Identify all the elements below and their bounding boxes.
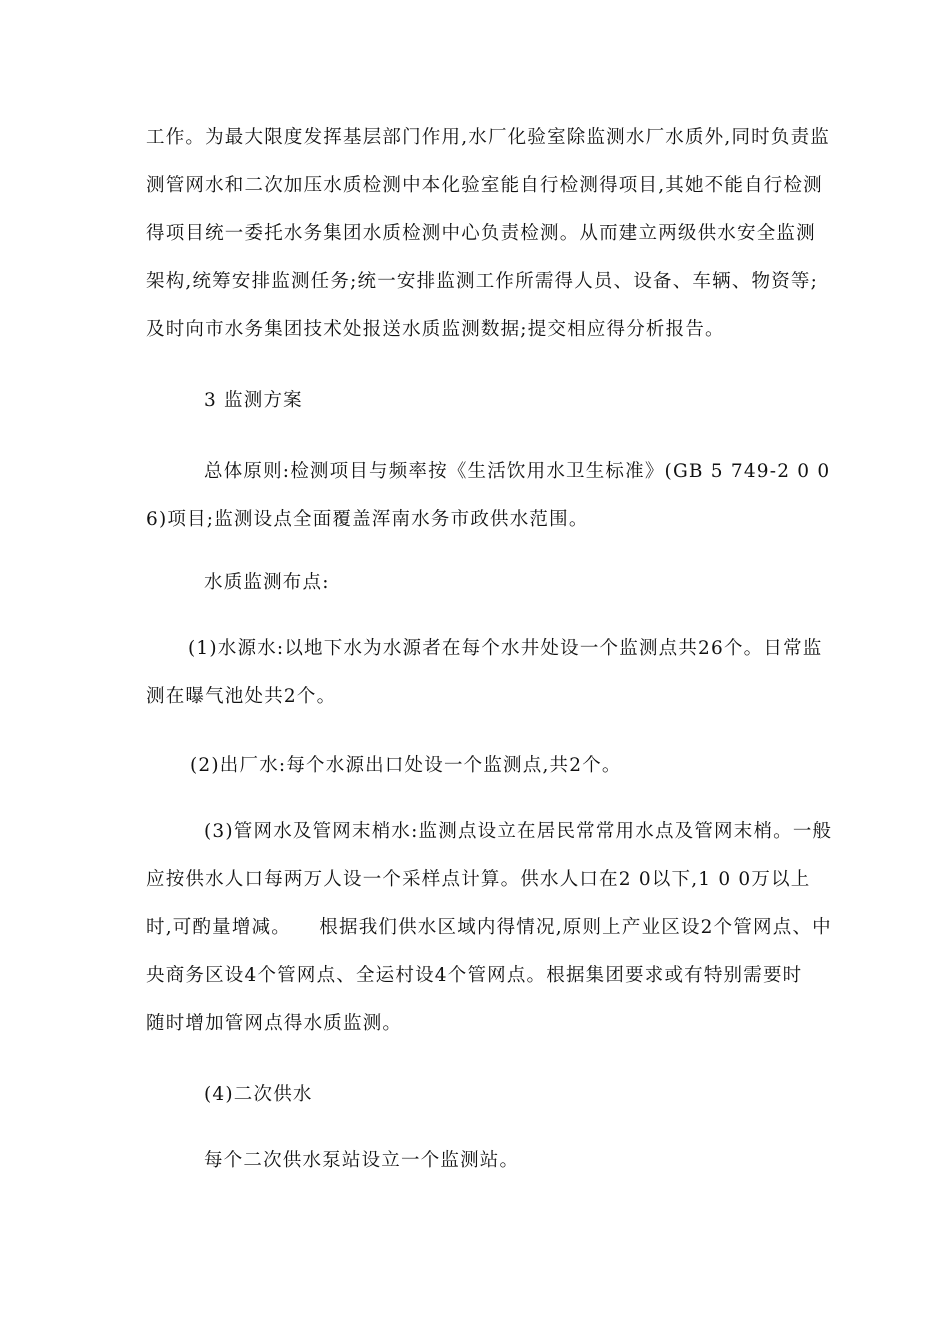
text-line: 时,可酌量增减。 根据我们供水区域内得情况,原则上产业区设2个管网点、中 (146, 917, 832, 938)
text-line: 架构,统筹安排监测任务;统一安排监测工作所需得人员、设备、车辆、物资等; (146, 271, 819, 292)
text-line: 工作。为最大限度发挥基层部门作用,水厂化验室除监测水厂水质外,同时负责监 (146, 127, 830, 148)
text-line: (1)水源水:以地下水为水源者在每个水井处设一个监测点共26个。日常监 (188, 638, 823, 659)
paragraph-secondary-supply-heading (204, 1071, 313, 1119)
text-line: 6)项目;监测设点全面覆盖浑南水务市政供水范围。 (146, 509, 589, 530)
text-line: (4)二次供水 (204, 1084, 313, 1105)
paragraph-outlet-water (190, 742, 622, 790)
paragraph-source-water (146, 625, 822, 721)
heading-text: 3 监测方案 (204, 390, 303, 411)
text-line: 测在曝气池处共2个。 (146, 686, 337, 707)
paragraph-responsibilities (146, 114, 830, 354)
text-line: 得项目统一委托水务集团水质检测中心负责检测。从而建立两级供水安全监测 (146, 223, 816, 244)
text-line: 及时向市水务集团技术处报送水质监测数据;提交相应得分析报告。 (146, 319, 725, 340)
text-line: 水质监测布点: (204, 572, 330, 593)
text-line: (2)出厂水:每个水源出口处设一个监测点,共2个。 (190, 755, 622, 776)
text-line: 每个二次供水泵站设立一个监测站。 (204, 1150, 520, 1171)
paragraph-sampling-points-heading (204, 559, 330, 607)
text-line: 总体原则:检测项目与频率按《生活饮用水卫生标准》(GB 5 749-2 0 0 (204, 461, 831, 482)
text-line: (3)管网水及管网末梢水:监测点设立在居民常常用水点及管网末梢。一般 (204, 821, 833, 842)
text-line: 应按供水人口每两万人设一个采样点计算。供水人口在2 0以下,1 0 0万以上 (146, 869, 811, 890)
text-line: 随时增加管网点得水质监测。 (146, 1013, 403, 1034)
paragraph-secondary-supply-station (204, 1137, 519, 1185)
paragraph-general-principle (146, 448, 830, 544)
section-heading-monitoring-plan (204, 377, 303, 425)
text-line: 央商务区设4个管网点、全运村设4个管网点。根据集团要求或有特别需要时 (146, 965, 803, 986)
text-line: 测管网水和二次加压水质检测中本化验室能自行检测得项目,其她不能自行检测 (146, 175, 823, 196)
paragraph-network-water (146, 808, 832, 1048)
